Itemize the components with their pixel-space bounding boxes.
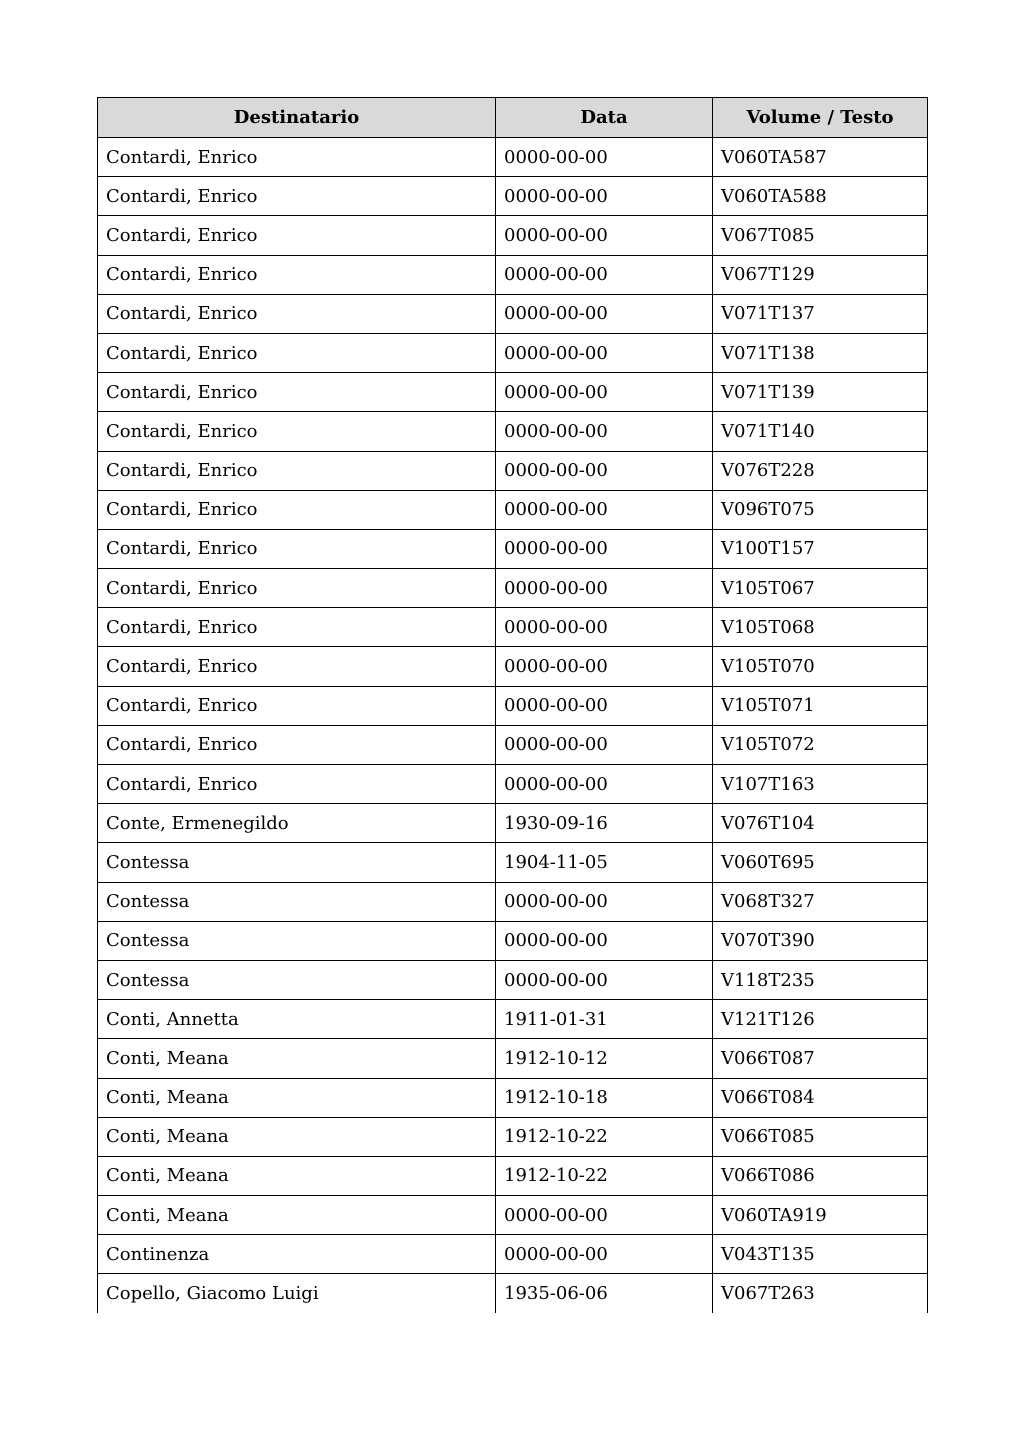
cell-data: 1904-11-05 [496, 843, 713, 882]
cell-destinatario: Contardi, Enrico [98, 333, 496, 372]
cell-data: 1911-01-31 [496, 1000, 713, 1039]
cell-volume-testo: V067T129 [713, 255, 928, 294]
table-row [98, 138, 928, 177]
cell-data: 1912-10-22 [496, 1156, 713, 1195]
cell-volume-testo: V066T087 [713, 1039, 928, 1078]
cell-volume-testo: V066T085 [713, 1117, 928, 1156]
cell-destinatario: Conti, Meana [98, 1078, 496, 1117]
cell-destinatario: Copello, Giacomo Luigi [98, 1274, 496, 1313]
cell-volume-testo: V067T263 [713, 1274, 928, 1313]
cell-data: 0000-00-00 [496, 647, 713, 686]
column-header-volume-testo: Volume / Testo [713, 98, 928, 138]
cell-data: 0000-00-00 [496, 686, 713, 725]
cell-data: 0000-00-00 [496, 1235, 713, 1274]
table-row [98, 647, 928, 686]
table-row [98, 569, 928, 608]
table-row [98, 686, 928, 725]
letters-table [97, 97, 928, 1313]
cell-destinatario: Contardi, Enrico [98, 138, 496, 177]
cell-data: 0000-00-00 [496, 921, 713, 960]
column-header-destinatario: Destinatario [98, 98, 496, 138]
cell-destinatario: Contessa [98, 921, 496, 960]
table-row [98, 882, 928, 921]
table-header-row [98, 98, 928, 138]
cell-volume-testo: V067T085 [713, 216, 928, 255]
cell-data: 0000-00-00 [496, 960, 713, 999]
cell-data: 1930-09-16 [496, 804, 713, 843]
cell-volume-testo: V118T235 [713, 960, 928, 999]
table-row [98, 725, 928, 764]
table-row [98, 1117, 928, 1156]
cell-destinatario: Contardi, Enrico [98, 725, 496, 764]
cell-volume-testo: V105T068 [713, 608, 928, 647]
table-row [98, 373, 928, 412]
cell-data: 0000-00-00 [496, 294, 713, 333]
cell-volume-testo: V105T071 [713, 686, 928, 725]
cell-volume-testo: V121T126 [713, 1000, 928, 1039]
cell-data: 0000-00-00 [496, 255, 713, 294]
cell-data: 0000-00-00 [496, 1196, 713, 1235]
cell-destinatario: Contardi, Enrico [98, 686, 496, 725]
cell-data: 0000-00-00 [496, 412, 713, 451]
cell-volume-testo: V076T104 [713, 804, 928, 843]
cell-destinatario: Contessa [98, 960, 496, 999]
cell-destinatario: Conti, Meana [98, 1156, 496, 1195]
table-row [98, 1039, 928, 1078]
table-body [98, 138, 928, 1314]
table-row [98, 765, 928, 804]
cell-volume-testo: V060TA587 [713, 138, 928, 177]
table-row [98, 333, 928, 372]
table-row [98, 451, 928, 490]
table-row [98, 804, 928, 843]
cell-data: 1912-10-18 [496, 1078, 713, 1117]
cell-data: 1912-10-22 [496, 1117, 713, 1156]
cell-data: 0000-00-00 [496, 569, 713, 608]
cell-volume-testo: V043T135 [713, 1235, 928, 1274]
cell-volume-testo: V107T163 [713, 765, 928, 804]
table-row [98, 490, 928, 529]
cell-data: 0000-00-00 [496, 373, 713, 412]
cell-destinatario: Conti, Meana [98, 1117, 496, 1156]
column-header-data: Data [496, 98, 713, 138]
cell-data: 0000-00-00 [496, 490, 713, 529]
cell-volume-testo: V068T327 [713, 882, 928, 921]
cell-data: 0000-00-00 [496, 529, 713, 568]
cell-destinatario: Conti, Meana [98, 1039, 496, 1078]
cell-data: 1912-10-12 [496, 1039, 713, 1078]
table-row [98, 529, 928, 568]
cell-volume-testo: V071T137 [713, 294, 928, 333]
cell-destinatario: Contessa [98, 843, 496, 882]
table-row [98, 177, 928, 216]
cell-destinatario: Contardi, Enrico [98, 765, 496, 804]
cell-volume-testo: V071T140 [713, 412, 928, 451]
table-row [98, 1196, 928, 1235]
table-row [98, 1000, 928, 1039]
cell-volume-testo: V060T695 [713, 843, 928, 882]
cell-data: 0000-00-00 [496, 333, 713, 372]
cell-destinatario: Conte, Ermenegildo [98, 804, 496, 843]
cell-destinatario: Contardi, Enrico [98, 647, 496, 686]
cell-volume-testo: V105T072 [713, 725, 928, 764]
cell-destinatario: Contardi, Enrico [98, 373, 496, 412]
table-row [98, 1156, 928, 1195]
table-row [98, 1235, 928, 1274]
cell-destinatario: Contardi, Enrico [98, 569, 496, 608]
cell-volume-testo: V100T157 [713, 529, 928, 568]
cell-data: 0000-00-00 [496, 882, 713, 921]
cell-data: 0000-00-00 [496, 608, 713, 647]
table-row [98, 1078, 928, 1117]
cell-data: 0000-00-00 [496, 765, 713, 804]
cell-destinatario: Contardi, Enrico [98, 216, 496, 255]
cell-destinatario: Conti, Meana [98, 1196, 496, 1235]
cell-destinatario: Contardi, Enrico [98, 412, 496, 451]
cell-destinatario: Contessa [98, 882, 496, 921]
cell-data: 0000-00-00 [496, 725, 713, 764]
table-row [98, 216, 928, 255]
cell-destinatario: Contardi, Enrico [98, 608, 496, 647]
cell-destinatario: Contardi, Enrico [98, 529, 496, 568]
table-row [98, 1274, 928, 1313]
table-row [98, 255, 928, 294]
cell-volume-testo: V105T070 [713, 647, 928, 686]
table-row [98, 921, 928, 960]
table-row [98, 294, 928, 333]
table-row [98, 960, 928, 999]
cell-volume-testo: V066T086 [713, 1156, 928, 1195]
cell-destinatario: Contardi, Enrico [98, 490, 496, 529]
cell-volume-testo: V066T084 [713, 1078, 928, 1117]
cell-destinatario: Contardi, Enrico [98, 177, 496, 216]
table-row [98, 843, 928, 882]
cell-volume-testo: V060TA588 [713, 177, 928, 216]
cell-volume-testo: V071T138 [713, 333, 928, 372]
cell-data: 0000-00-00 [496, 451, 713, 490]
cell-data: 0000-00-00 [496, 138, 713, 177]
cell-destinatario: Contardi, Enrico [98, 451, 496, 490]
table-row [98, 608, 928, 647]
cell-destinatario: Contardi, Enrico [98, 255, 496, 294]
cell-data: 1935-06-06 [496, 1274, 713, 1313]
cell-destinatario: Continenza [98, 1235, 496, 1274]
cell-data: 0000-00-00 [496, 216, 713, 255]
cell-destinatario: Contardi, Enrico [98, 294, 496, 333]
cell-volume-testo: V076T228 [713, 451, 928, 490]
cell-volume-testo: V105T067 [713, 569, 928, 608]
cell-volume-testo: V096T075 [713, 490, 928, 529]
cell-volume-testo: V071T139 [713, 373, 928, 412]
table-row [98, 412, 928, 451]
cell-data: 0000-00-00 [496, 177, 713, 216]
cell-volume-testo: V060TA919 [713, 1196, 928, 1235]
cell-volume-testo: V070T390 [713, 921, 928, 960]
cell-destinatario: Conti, Annetta [98, 1000, 496, 1039]
